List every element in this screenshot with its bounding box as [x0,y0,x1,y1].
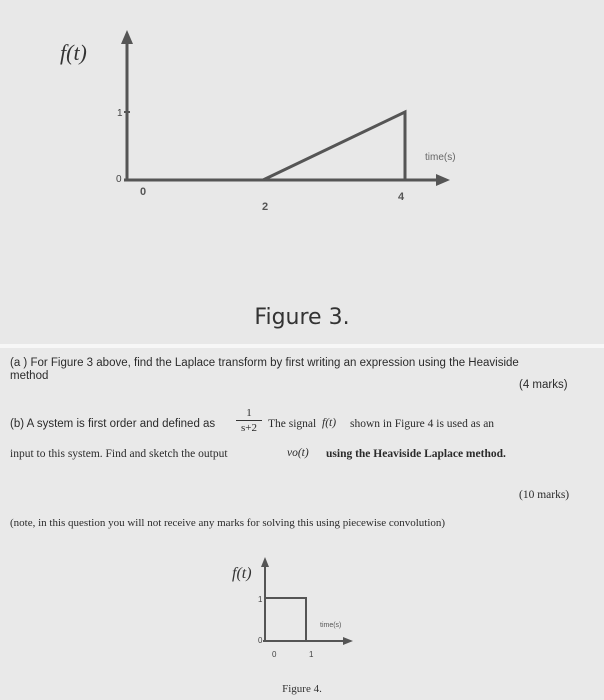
fig4-y-arrow [261,557,269,567]
fig3-x-tick-4: 4 [398,191,405,203]
fig4-signal [265,598,306,641]
figure3-caption: Figure 3. [254,305,350,330]
part-b-line2-bold: using the Heaviside Laplace method. [326,448,506,460]
part-a-text: (a ) For Figure 3 above, find the Laplace transform by first writing an expression using the Heaviside [10,357,519,369]
fig3-x-tick-0: 0 [140,186,147,198]
part-b-middle: The signal [268,418,317,430]
part-b-line2: input to this system. Find and sketch the output [10,448,228,460]
part-b-end: shown in Figure 4 is used as an [350,418,495,430]
fig3-ylabel: f(t) [60,40,87,65]
fig4-x-arrow [343,637,353,645]
note-text: (note, in this question you will not receive any marks for solving this using piecewise convolution) [10,517,446,529]
output-symbol: vo(t) [287,447,309,459]
part-a-marks: (4 marks) [519,379,568,391]
signal-symbol: f(t) [322,417,337,429]
fig4-xlabel: time(s) [320,622,342,629]
fig4-x-tick-0: 0 [272,650,277,659]
fig4-ylabel: f(t) [232,565,252,582]
fig4-y-tick: 1 [258,595,263,604]
fig4-x-tick-1: 1 [309,650,314,659]
fig3-xlabel: time(s) [425,152,456,163]
part-b-marks: (10 marks) [519,489,570,501]
fig3-origin-label: 0 [116,174,122,185]
tf-numerator: 1 [246,407,252,419]
part-a-text-cont: method [10,370,49,382]
fig3-y-tick: 1 [117,108,123,119]
fig4-origin-label: 0 [258,636,263,645]
tf-denominator: s+2 [241,422,257,434]
fig3-x-tick-2: 2 [262,201,269,213]
part-b-start: (b) A system is first order and defined as [10,418,216,430]
figure4-caption: Figure 4. [282,683,322,695]
